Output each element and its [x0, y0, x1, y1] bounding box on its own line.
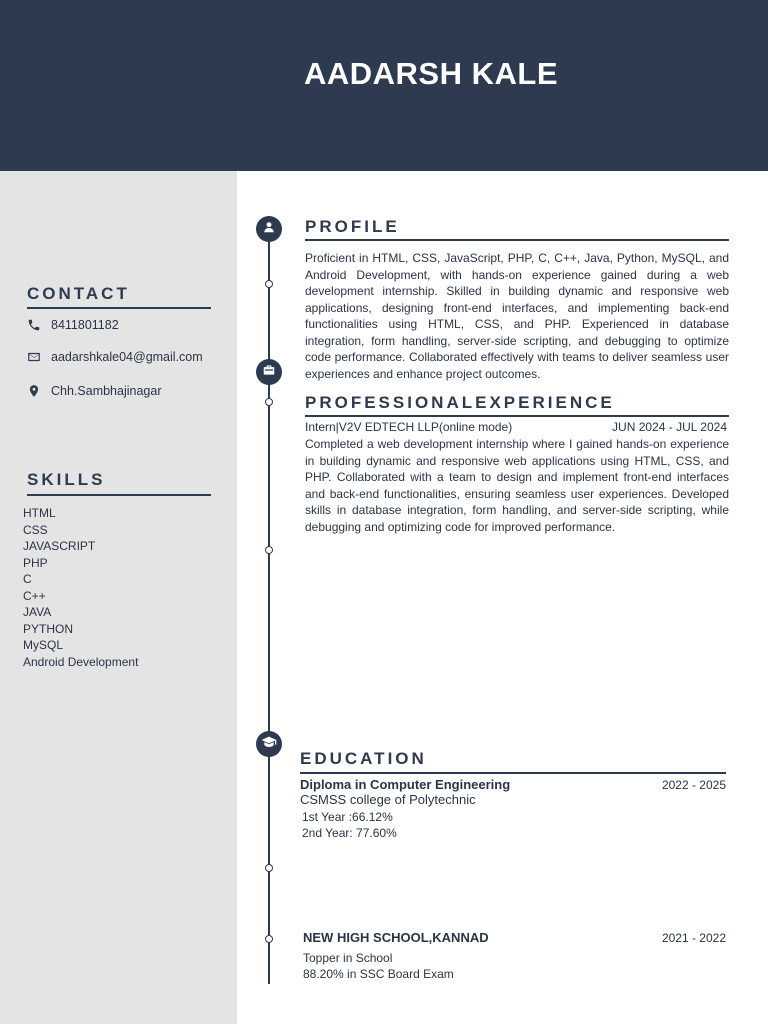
header-banner	[0, 0, 768, 171]
skill-item: JAVA	[23, 605, 52, 619]
profile-heading: PROFILE	[305, 217, 400, 236]
location-text: Chh.Sambhajinagar	[51, 384, 162, 398]
timeline-dot	[265, 546, 273, 554]
skill-item: JAVASCRIPT	[23, 539, 96, 553]
skills-list	[23, 505, 138, 670]
skill-item: CSS	[23, 522, 48, 537]
skill-item: MySQL	[23, 638, 64, 652]
education-divider	[300, 772, 726, 774]
profile-summary: Proficient in HTML, CSS, JavaScript, PHP, C, C++, Java, Python, MySQL, and Android Development, with hands-on experience gained during a web development internship. Skilled in building dynamic and responsive web applications, designing front-end interfaces, and implementing back-end functionalities using HTML, CSS, and PHP. Experienced in database integration, form handling, server-side scripting, and debugging to optimize code performance. Collaborated effectively with teams to deliver seamless user experiences and enhance project outcomes.	[305, 251, 729, 381]
skill-item: Android Development	[23, 654, 139, 669]
phone-icon	[27, 318, 41, 332]
experience-role-row	[305, 420, 727, 434]
candidate-name: AADARSH KALE	[304, 56, 558, 91]
experience-node	[256, 359, 282, 385]
experience-dates: JUN 2024 - JUL 2024	[612, 420, 727, 434]
contact-heading: CONTACT	[27, 284, 130, 303]
briefcase-icon	[262, 363, 276, 382]
skill-item: PYTHON	[23, 621, 74, 636]
education-title: NEW HIGH SCHOOL,KANNAD	[303, 930, 489, 945]
education-entry-2-header	[303, 930, 726, 945]
profile-node	[256, 216, 282, 242]
skill-item: HTML	[23, 506, 56, 520]
email-address: aadarshkale04@gmail.com	[51, 350, 203, 364]
education-institution: CSMSS college of Polytechnic	[300, 792, 476, 807]
education-detail: 2nd Year: 77.60%	[302, 826, 397, 840]
education-detail: Topper in School	[303, 951, 393, 965]
education-entry-1-header	[300, 777, 726, 792]
timeline-dot	[265, 280, 273, 288]
location-pin-icon	[27, 384, 41, 398]
skill-item: C	[23, 572, 32, 586]
education-node	[256, 731, 282, 757]
timeline-dot	[265, 935, 273, 943]
experience-divider	[305, 415, 729, 417]
mail-icon	[27, 350, 41, 364]
person-icon	[262, 220, 276, 239]
experience-role: Intern|V2V EDTECH LLP(online mode)	[305, 420, 513, 434]
skill-item: C++	[23, 588, 46, 603]
skills-heading: SKILLS	[27, 470, 106, 489]
timeline-dot	[265, 864, 273, 872]
contact-divider	[27, 307, 211, 309]
education-detail: 1st Year :66.12%	[302, 810, 393, 824]
education-dates: 2021 - 2022	[661, 931, 726, 945]
skills-divider	[27, 494, 211, 496]
experience-description: Completed a web development internship where I gained hands-on experience in building dynamic and responsive web applications using HTML, CSS, and PHP. Collaborated with a team to design and implement front-end interfaces and back-end functionalities, ensuring seamless user experiences. Developed skills in database integration, form handling, and server-side scripting, while debugging and optimizing code for improved performance.	[305, 437, 729, 534]
education-heading: EDUCATION	[300, 749, 427, 768]
education-title: Diploma in Computer Engineering	[300, 777, 511, 792]
contact-phone	[27, 318, 119, 332]
graduation-cap-icon	[261, 734, 277, 755]
contact-email	[27, 350, 203, 364]
experience-heading: PROFESSIONALEXPERIENCE	[305, 393, 615, 412]
timeline-dot	[265, 398, 273, 406]
phone-number: 8411801182	[51, 318, 119, 332]
education-detail: 88.20% in SSC Board Exam	[303, 967, 454, 981]
contact-location	[27, 384, 162, 398]
education-dates: 2022 - 2025	[661, 778, 726, 792]
profile-divider	[305, 239, 729, 241]
skill-item: PHP	[23, 555, 48, 570]
